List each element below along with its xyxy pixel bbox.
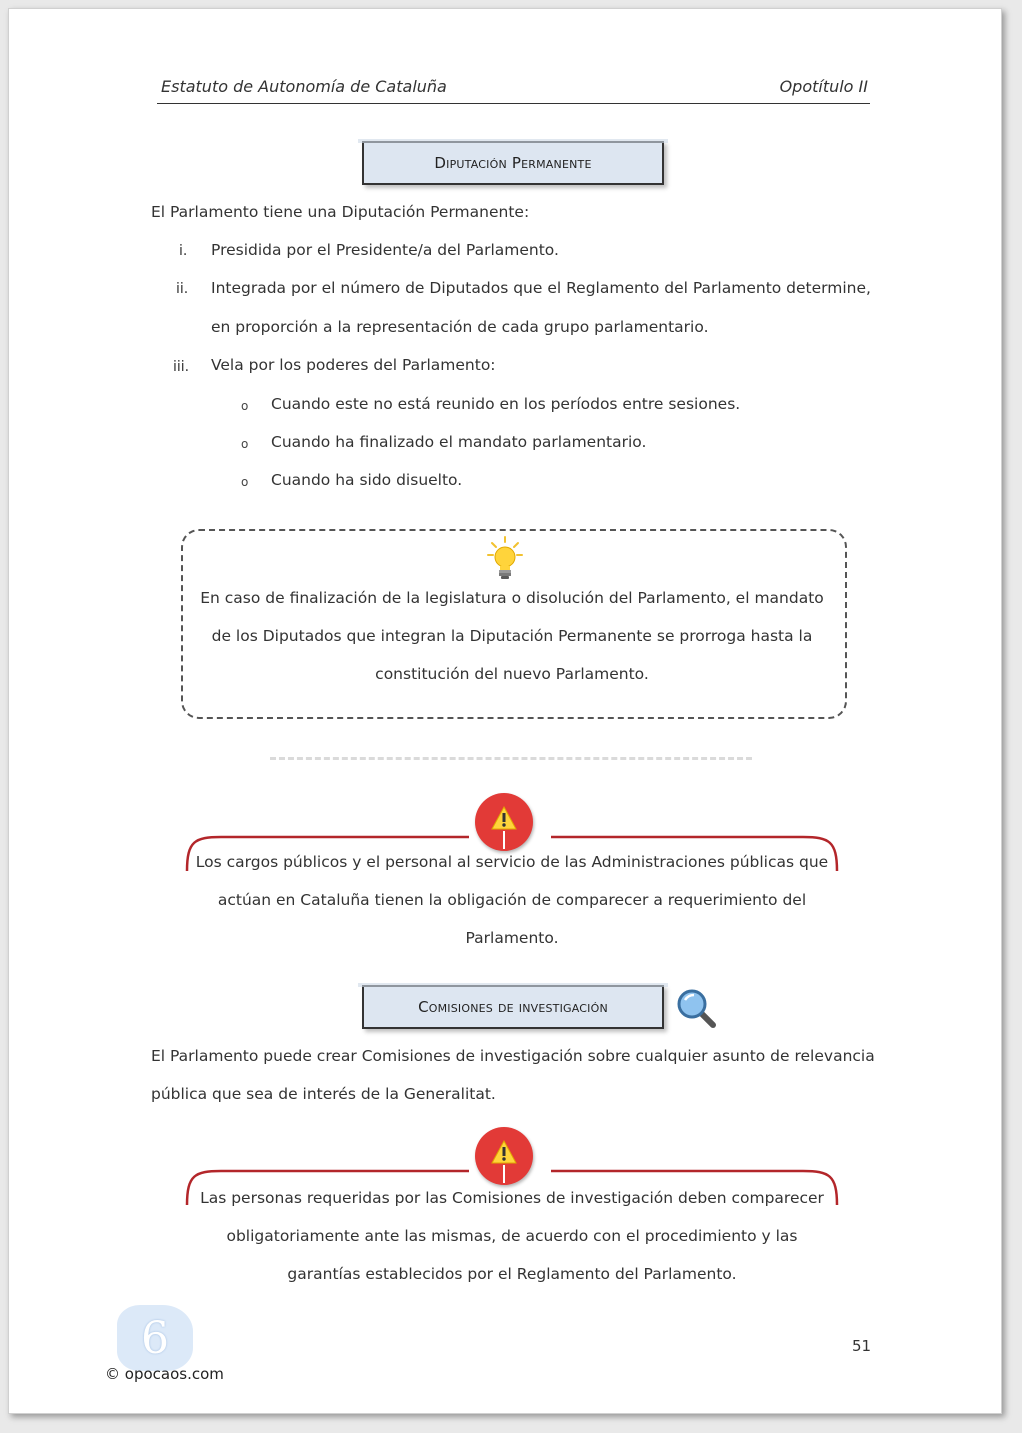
logo-text: © opocaos.com [105,1365,224,1383]
list-number: i. [179,243,188,259]
warning-text-line: garantías establecidos por el Reglamento del Parlamento. [287,1265,737,1283]
sub-list-item: Cuando ha sido disuelto. [271,471,463,489]
section-title-diputacion [362,141,664,185]
warning-text-line: Las personas requeridas por las Comisiones de investigación deben comparecer [200,1189,824,1207]
section-title-text: Diputación Permanente [434,154,592,172]
tip-text-line: constitución del nuevo Parlamento. [375,665,649,683]
section-intro: El Parlamento tiene una Diputación Permanente: [151,203,530,221]
sub-list-item: Cuando ha finalizado el mandato parlamentario. [271,433,647,451]
list-number: ii. [176,281,189,297]
list-number: iii. [173,359,190,375]
warning-icon [475,793,533,851]
bullet-marker: o [241,475,249,489]
bullet-marker: o [241,437,249,451]
list-item: Integrada por el número de Diputados que el Reglamento del Parlamento determine, [211,279,871,297]
list-item: Presidida por el Presidente/a del Parlamento. [211,241,559,259]
warning-text-line: obligatoriamente ante las mismas, de acuerdo con el procedimiento y las [226,1227,798,1245]
section-title-text: Comisiones de investigación [418,998,608,1016]
tip-text-line: En caso de finalización de la legislatura o disolución del Parlamento, el mandato [200,589,824,607]
header-chapter: Opotítulo II [779,77,868,96]
sub-list-item: Cuando este no está reunido en los períodos entre sesiones. [271,395,741,413]
page-number: 51 [852,1337,872,1355]
header-title: Estatuto de Autonomía de Cataluña [161,77,447,96]
list-item: Vela por los poderes del Parlamento: [211,356,496,374]
warning-icon [475,1127,533,1185]
document-page [8,8,1002,1414]
list-item-continuation: en proporción a la representación de cada grupo parlamentario. [211,318,709,336]
bullet-marker: o [241,399,249,413]
separator [270,757,752,760]
section-title-comisiones [362,985,664,1029]
magnifier-icon [675,987,719,1035]
tip-text-line: de los Diputados que integran la Diputación Permanente se prorroga hasta la [211,627,813,645]
warning-text-line: actúan en Cataluña tienen la obligación de comparecer a requerimiento del [217,891,807,909]
running-header [157,75,870,104]
logo-glyph: 6 [141,1312,169,1364]
warning-text-line: Parlamento. [465,929,559,947]
section-paragraph-line: El Parlamento puede crear Comisiones de investigación sobre cualquier asunto de relevancia [151,1047,875,1065]
logo [117,1305,193,1371]
section-paragraph-line: pública que sea de interés de la Generalitat. [151,1085,496,1103]
lightbulb-icon [487,535,523,585]
warning-text-line: Los cargos públicos y el personal al servicio de las Administraciones públicas que [195,853,829,871]
